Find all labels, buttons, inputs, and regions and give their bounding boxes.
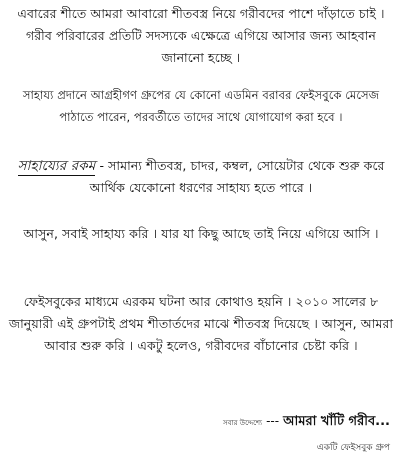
- help-types-text: - সামান্য শীতবস্ত্র, চাদর, কম্বল, সোয়েটার থেকে শুরু করে আর্থিক যেকোনো ধরণের সাহায্য হতে পারে ।: [89, 158, 385, 195]
- paragraph-call-to-action: আসুন, সবাই সাহায্য করি । যার যা কিছু আছে তাই নিয়ে এগিয়ে আসি ।: [23, 226, 379, 241]
- signature-group-name: আমরা খাঁটি গরীব...: [283, 414, 390, 429]
- signature-prefix: সবার উদ্দেশ্যে: [223, 419, 263, 427]
- help-types-heading: সাহায্যের রকম: [17, 158, 96, 174]
- paragraph-intro: এবারের শীতে আমরা আবারো শীতবস্ত্র নিয়ে গরীবদের পাশে দাঁড়াতে চাই । গরীব পরিবারের প্রতিটি সদস্যকে এক্ষেত্রে এগিয়ে আসার জন্য আহবান জানানো হচ্ছে ।: [17, 6, 385, 65]
- signature-subtitle: একটি ফেইসবুক গ্রুপ: [316, 443, 390, 453]
- signature-dash: ---: [266, 414, 280, 428]
- paragraph-help-types: [8, 155, 394, 199]
- paragraph-history: ফেইসবুকের মাধ্যমে এরকম ঘটনা আর কোথাও হয়নি । ২০১০ সালের ৮ জানুয়ারী এই গ্রুপটাই প্রথম শীতার্তদের মাঝে শীতবস্ত্র দিয়েছে । আসুন, আমরা আবার শুরু করি । একটু হলেও, গরীবদের বাঁচানোর চেষ্টা করি ।: [8, 294, 394, 353]
- signature-line: [223, 412, 390, 433]
- paragraph-contact: সাহায্য প্রদানে আগ্রহীগণ গ্রুপের যে কোনো এডমিন বরাবর ফেইসবুকে মেসেজ পাঠাতে পারেন, পরবর্তীতে তাদের সাথে যোগাযোগ করা হবে ।: [22, 88, 380, 124]
